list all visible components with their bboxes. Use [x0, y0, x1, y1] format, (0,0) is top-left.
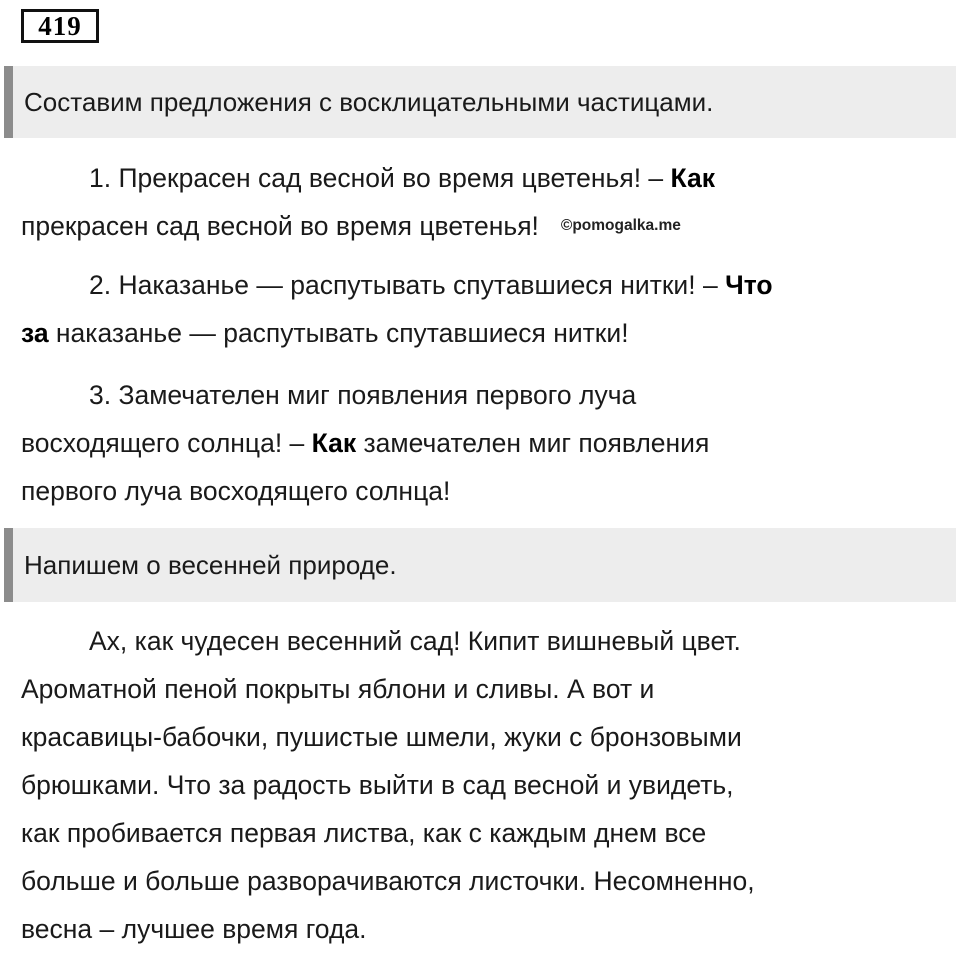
- watermark: ©pomogalka.me: [560, 217, 681, 234]
- essay-line-1: Ах, как чудесен весенний сад! Кипит вишневый цвет.: [89, 626, 741, 656]
- sentence-1-bold: Как: [670, 163, 716, 193]
- essay-line-7: весна – лучшее время года.: [21, 914, 367, 944]
- sentence-2-line2: наказанье — распутывать спутавшиеся нитки!: [48, 318, 629, 348]
- sentence-3: [21, 371, 921, 515]
- sentence-1-line2: прекрасен сад весной во время цветенья!: [21, 211, 539, 241]
- essay-line-3: красавицы-бабочки, пушистые шмели, жуки с бронзовыми: [21, 722, 742, 752]
- sentence-3-line1: 3. Замечателен миг появления первого луча: [89, 380, 637, 410]
- sentence-2-bold-2: за: [21, 318, 49, 348]
- essay-line-2: Ароматной пеной покрыты яблони и сливы. А вот и: [21, 674, 655, 704]
- task-heading-1: [4, 66, 956, 138]
- spring-essay: [21, 617, 921, 953]
- essay-line-4: брюшками. Что за радость выйти в сад весной и увидеть,: [21, 770, 734, 800]
- essay-line-5: как пробивается первая листва, как с каждым днем все: [21, 818, 707, 848]
- essay-line-6: больше и больше разворачиваются листочки. Несомненно,: [21, 866, 755, 896]
- sentence-2-line1: 2. Наказанье — распутывать спутавшиеся нитки! –: [89, 270, 726, 300]
- sentence-1-line1: 1. Прекрасен сад весной во время цветенья! –: [89, 163, 671, 193]
- sentence-3-line3: первого луча восходящего солнца!: [21, 476, 451, 506]
- sentence-3-line2a: восходящего солнца! –: [21, 428, 312, 458]
- exercise-number: 419: [21, 9, 99, 43]
- sentence-1: [21, 154, 921, 250]
- task-heading-2: [4, 528, 956, 602]
- task-heading-1-text: Составим предложения с восклицательными частицами.: [24, 86, 714, 117]
- sentence-2: [21, 261, 921, 357]
- sentence-3-line2b: замечателен миг появления: [356, 428, 710, 458]
- sentence-3-bold: Как: [311, 428, 357, 458]
- sentence-2-bold: Что: [725, 270, 773, 300]
- task-heading-2-text: Напишем о весенней природе.: [24, 549, 397, 580]
